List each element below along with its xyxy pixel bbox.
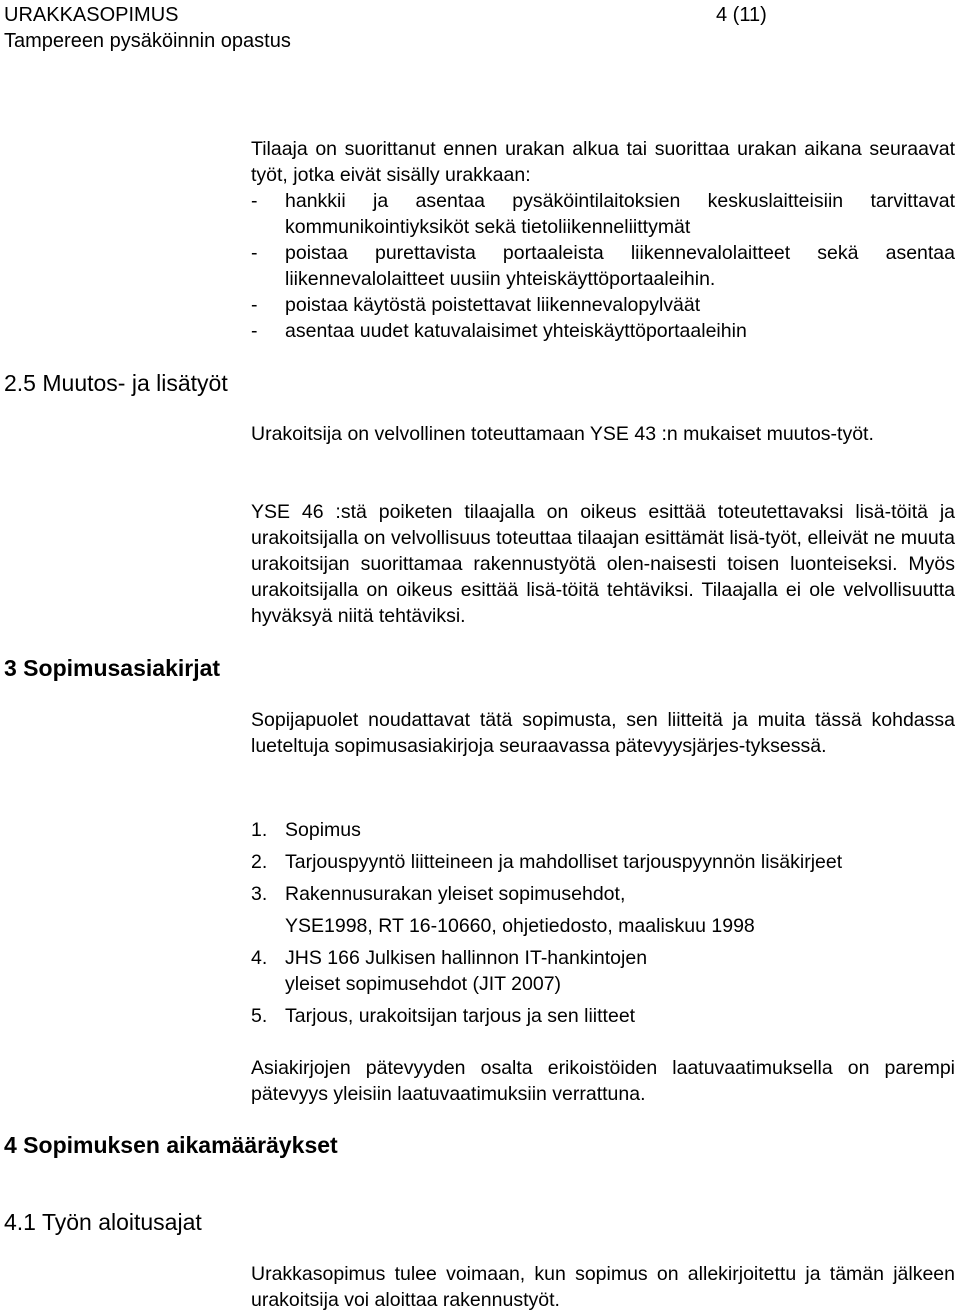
- list-item-text: hankkii ja asentaa pysäköintilaitoksien keskuslaitteisiin tarvittavat kommunikointiyksiköt sekä tietoliikenneliittymät: [285, 190, 955, 238]
- intro-list-item: [251, 188, 955, 240]
- list-item-text: poistaa käytöstä poistettavat liikennevalopylväät: [285, 294, 701, 316]
- document-subtitle: Tampereen pysäköinnin opastus: [4, 30, 291, 52]
- list-dash: -: [251, 294, 258, 316]
- list-number: 3.: [251, 883, 268, 905]
- list-item-text: Tarjous, urakoitsijan tarjous ja sen liitteet: [285, 1005, 636, 1027]
- list-item-text: Rakennusurakan yleiset sopimusehdot,: [285, 883, 626, 905]
- document-list-item: [251, 881, 955, 939]
- list-item-text: JHS 166 Julkisen hallinnon IT-hankintojen: [285, 947, 648, 969]
- section-heading-3: 3 Sopimusasiakirjat: [4, 655, 221, 681]
- list-dash: -: [251, 190, 258, 212]
- list-item-text: asentaa uudet katuvalaisimet yhteiskäyttöportaaleihin: [285, 320, 747, 342]
- document-list-item: [251, 945, 955, 997]
- intro-list-item: [251, 292, 955, 318]
- page-number: 4 (11): [716, 4, 767, 26]
- section-2-5-paragraph-2: YSE 46 :stä poiketen tilaajalla on oikeus esittää toteutettavaksi lisä-töitä ja urakoitsijalla on velvollisuus toteuttaa tilaajan esittämät lisä-työt, elleivät ne muuta urakoitsijan suorittamaa rakennustyötä olen-naisesti toisen luonteiseksi. Myös urakoitsijalla on oikeus esittää lisä-töitä tehtäviksi. Tilaajalla ei ole velvollisuutta hyväksyä niitä tehtäviksi.: [251, 501, 955, 627]
- document-list-item: [251, 1003, 955, 1029]
- list-item-text: Sopimus: [285, 819, 361, 841]
- list-number: 5.: [251, 1005, 268, 1027]
- intro-list-item: [251, 318, 955, 344]
- list-item-text: poistaa purettavista portaaleista liikennevalolaitteet sekä asentaa liikennevalolaitteet uusiin yhteiskäyttöportaaleihin.: [285, 242, 955, 290]
- intro-list: [251, 188, 955, 344]
- section-3-paragraph-2: Asiakirjojen pätevyyden osalta erikoistöiden laatuvaatimuksella on parempi pätevyys yleisiin laatuvaatimuksiin verrattuna.: [251, 1057, 955, 1105]
- list-item-text: yleiset sopimusehdot (JIT 2007): [285, 973, 562, 995]
- list-item-text: YSE1998, RT 16-10660, ohjetiedosto, maaliskuu 1998: [285, 915, 755, 937]
- list-item-text: Tarjouspyyntö liitteineen ja mahdolliset tarjouspyynnön lisäkirjeet: [285, 851, 843, 873]
- document-list: [251, 817, 955, 1029]
- list-dash: -: [251, 242, 258, 264]
- document-list-item: [251, 849, 955, 875]
- list-number: 4.: [251, 947, 268, 969]
- section-heading-4: 4 Sopimuksen aikamääräykset: [4, 1132, 338, 1158]
- section-3-paragraph-1: Sopijapuolet noudattavat tätä sopimusta, sen liitteitä ja muita tässä kohdassa lueteltuja sopimusasiakirjoja seuraavassa pätevyysjärjes-tyksessä.: [251, 709, 955, 757]
- list-dash: -: [251, 320, 258, 342]
- section-heading-2-5: 2.5 Muutos- ja lisätyöt: [4, 370, 228, 396]
- section-heading-4-1: 4.1 Työn aloitusajat: [4, 1209, 202, 1235]
- list-number: 1.: [251, 819, 268, 841]
- section-4-1-paragraph: Urakkasopimus tulee voimaan, kun sopimus on allekirjoitettu ja tämän jälkeen urakoitsija voi aloittaa rakennustyöt.: [251, 1263, 955, 1311]
- intro-paragraph: Tilaaja on suorittanut ennen urakan alkua tai suorittaa urakan aikana seuraavat työt, jotka eivät sisälly urakkaan:: [251, 138, 955, 186]
- section-2-5-paragraph-1: Urakoitsija on velvollinen toteuttamaan YSE 43 :n mukaiset muutos-työt.: [251, 423, 874, 445]
- list-number: 2.: [251, 851, 268, 873]
- document-list-item: [251, 817, 955, 843]
- document-title: URAKKASOPIMUS: [4, 4, 179, 26]
- intro-list-item: [251, 240, 955, 292]
